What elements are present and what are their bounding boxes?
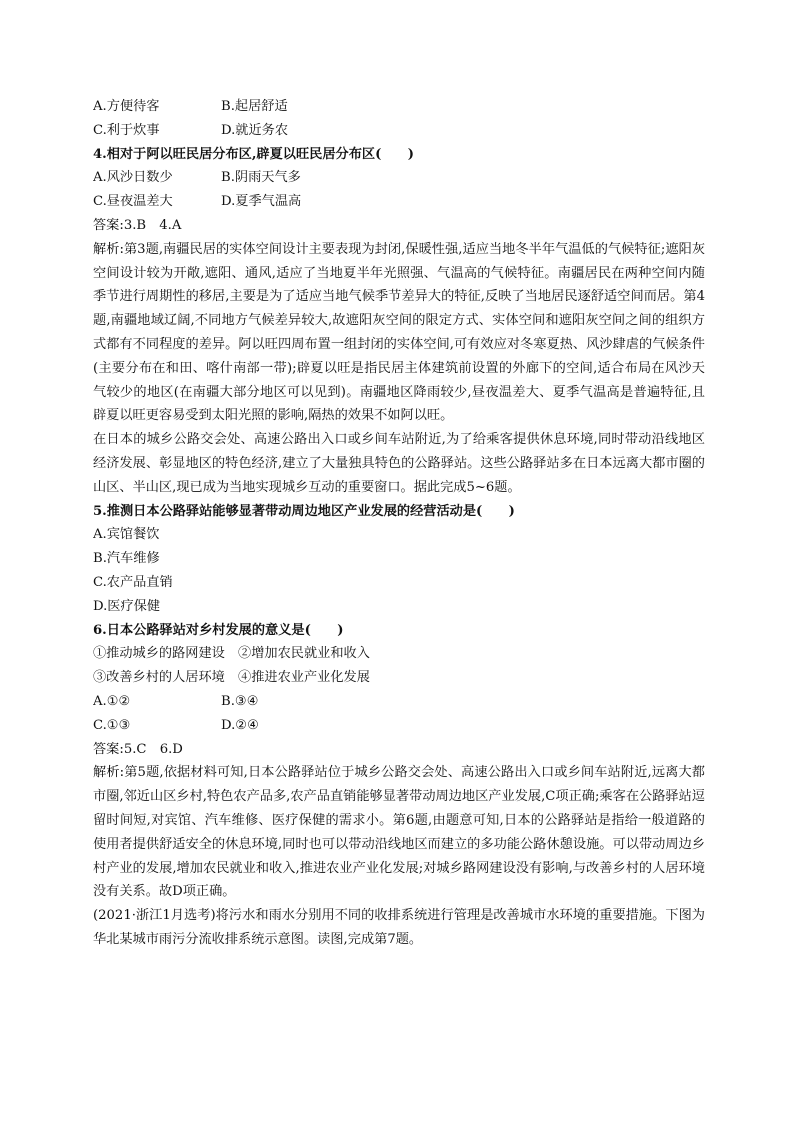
q6-option-b: B.③④ <box>221 693 259 709</box>
material-5-6: 在日本的城乡公路交会处、高速公路出入口或乡间车站附近,为了给乘客提供休息环境,同时带动沿线地区经济发展、彰显地区的特色经济,建立了大量独具特色的公路驿站。这些公路驿站多在日本远离大都市圈的山区、半山区,现已成为当地实现城乡互动的重要窗口。据此完成5~6题。 <box>93 432 705 495</box>
q3-option-c: C.利于炊事 <box>93 122 160 138</box>
q6-stem: 6.日本公路驿站对乡村发展的意义是( ) <box>93 622 344 638</box>
q4-option-b: B.阴雨天气多 <box>221 170 301 186</box>
material-7: (2021·浙江1月选考)将污水和雨水分别用不同的收排系统进行管理是改善城市水环境的重要措施。下图为华北某城市雨污分流收排系统示意图。读图,完成第7题。 <box>93 908 705 947</box>
answer-3-4 <box>93 214 705 238</box>
q5-stem: 5.推测日本公路驿站能够显著带动周边地区产业发展的经营活动是( ) <box>93 503 515 519</box>
analysis-label: 解析: <box>93 765 125 781</box>
q3-options-row1 <box>93 95 705 119</box>
analysis-3-4 <box>93 238 705 428</box>
q6-statement-3-4: ③改善乡村的人居环境 ④推进农业产业化发展 <box>93 670 370 686</box>
q3-option-a: A.方便待客 <box>93 99 160 114</box>
analysis-text: 第5题,依据材料可知,日本公路驿站位于城乡公路交会处、高速公路出入口或乡间车站附近,远离大都市圈,邻近山区乡村,特色农产品多,农产品直销能够显著带动周边地区产业发展,C项正确;乘客在公路驿站逗留时间短,对宾馆、汽车维修、医疗保健的需求小。第6题,由题意可知,日本的公路驿站是指给一般道路的使用者提供舒适安全的休息环境,同时也可以带动沿线地区而建立的多功能公路休憩设施。可以带动周边乡村产业的发展,增加农民就业和收入,推进农业产业化发展;对城乡路网建设没有影响,与改善乡村的人居环境没有关系。故D项正确。 <box>93 765 705 900</box>
q6-options-row1 <box>93 690 705 714</box>
q6-option-a: A.①② <box>93 693 131 709</box>
q3-option-b: B.起居舒适 <box>221 99 288 114</box>
q4-options-row2 <box>93 190 705 214</box>
q3-option-d: D.就近务农 <box>221 122 289 138</box>
q4-option-a: A.风沙日数少 <box>93 170 173 186</box>
q5-option-b: B.汽车维修 <box>93 551 160 567</box>
q6-statement-1-2: ①推动城乡的路网建设 ②增加农民就业和收入 <box>93 646 370 662</box>
q6-option-c: C.①③ <box>93 717 131 733</box>
analysis-label: 解析: <box>93 241 124 257</box>
answer-5-6 <box>93 738 705 762</box>
q5-option-d: D.医疗保健 <box>93 598 161 614</box>
q4-options-row1 <box>93 166 705 190</box>
analysis-5-6 <box>93 761 705 904</box>
q6-option-d: D.②④ <box>221 717 259 733</box>
q6-options-row2 <box>93 714 705 738</box>
q5-option-a: A.宾馆餐饮 <box>93 527 160 543</box>
document-page <box>93 95 705 952</box>
q3-options-row2 <box>93 119 705 143</box>
q4-option-d: D.夏季气温高 <box>221 194 302 210</box>
q5-option-c: C.农产品直销 <box>93 574 173 590</box>
q4-option-c: C.昼夜温差大 <box>93 194 173 210</box>
answer-text: 5.C 6.D <box>123 741 183 757</box>
answer-label: 答案: <box>93 741 124 757</box>
analysis-text: 第3题,南疆民居的实体空间设计主要表现为封闭,保暖性强,适应当地冬半年气温低的气候特征;遮阳灰空间设计较为开敞,遮阳、通风,适应了当地夏半年光照强、气温高的气候特征。南疆居民在两种空间内随季节进行周期性的移居,主要是为了适应当地气候季节差异大的特征,反映了当地居民逐舒适空间而居。第4题,南疆地域辽阔,不同地方气候差异较大,故遮阳灰空间的限定方式、实体空间和遮阳灰空间之间的组织方式都有不同程度的差异。阿以旺四周布置一组封闭的实体空间,可有效应对冬寒夏热、风沙肆虐的气候条件(主要分布在和田、喀什南部一带);辟夏以旺是指民居主体建筑前设置的外廊下的空间,适合布局在风沙天气较少的地区(在南疆大部分地区可以见到)。南疆地区降雨较少,昼夜温差大、夏季气温高是普遍特征,且辟夏以旺更容易受到太阳光照的影响,隔热的效果不如阿以旺。 <box>93 241 705 424</box>
q4-stem: 4.相对于阿以旺民居分布区,辟夏以旺民居分布区( ) <box>93 146 414 162</box>
answer-text: 3.B 4.A <box>123 217 182 233</box>
answer-label: 答案: <box>93 217 124 233</box>
